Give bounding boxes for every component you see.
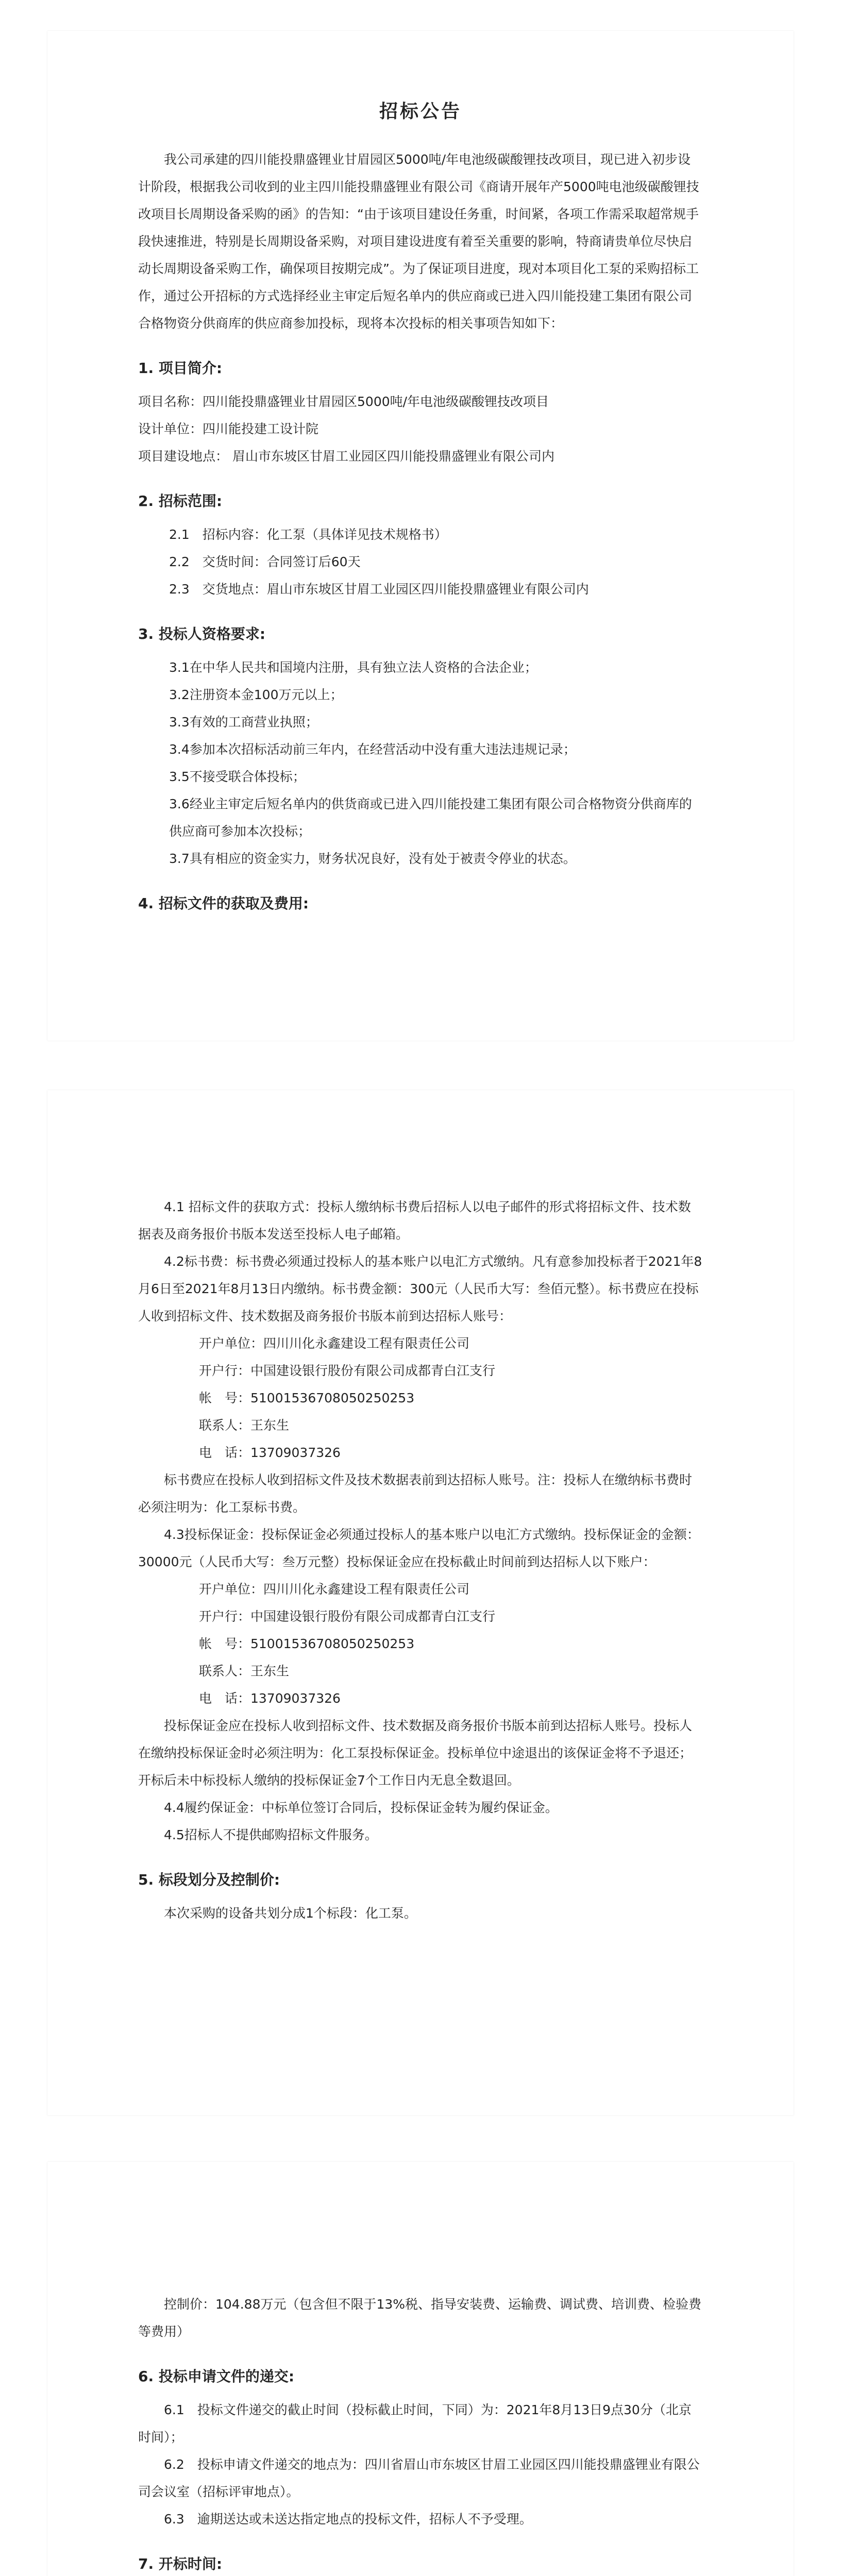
section-6-heading: 6. 投标申请文件的递交: xyxy=(138,2368,295,2385)
section-3-heading: 3. 投标人资格要求: xyxy=(138,625,266,642)
account-number-line: 帐 号：51001536708050250253 xyxy=(199,1636,415,1651)
bank-name-line: 开户行：中国建设银行股份有限公司成都青白江支行 xyxy=(199,1363,496,1378)
contact-phone-line: 电 话：13709037326 xyxy=(199,1691,341,1706)
section-1-heading: 1. 项目简介: xyxy=(138,360,223,377)
section-6-line: 6.3 逾期送达或未送达指定地点的投标文件，招标人不予受理。 xyxy=(164,2512,532,2527)
section-3-line: 3.7具有相应的资金实力，财务状况良好，没有处于被责令停业的状态。 xyxy=(169,851,576,866)
clause-4-3: 4.3投标保证金：投标保证金必须通过投标人的基本账户以电汇方式缴纳。投标保证金的金额：30000元（人民币大写：叁万元整）投标保证金应在投标截止时间前到达招标人以下账户： xyxy=(138,1527,700,1569)
section-4-heading: 4. 招标文件的获取及费用: xyxy=(138,895,309,912)
section-2-line: 2.2 交货时间：合同签订后60天 xyxy=(169,554,361,569)
page-title: 招标公告 xyxy=(379,101,462,122)
section-3-line: 3.2注册资本金100万元以上； xyxy=(169,687,343,702)
section-3-line: 3.1在中华人民共和国境内注册，具有独立法人资格的合法企业； xyxy=(169,660,537,675)
clause-4-1: 4.1 招标文件的获取方式：投标人缴纳标书费后招标人以电子邮件的形式将招标文件、技术数据表及商务报价书版本发送至投标人电子邮箱。 xyxy=(138,1199,691,1242)
control-price: 控制价：104.88万元（包含但不限于13%税、指导安装费、运输费、调试费、培训费、检验费等费用） xyxy=(138,2297,702,2339)
section-3-line: 3.3有效的工商营业执照； xyxy=(169,715,318,730)
section-3-line: 3.4参加本次招标活动前三年内，在经营活动中没有重大违法违规记录； xyxy=(169,742,576,757)
clause-4-2: 4.2标书费：标书费必须通过投标人的基本账户以电汇方式缴纳。凡有意参加投标者于2021年8月6日至2021年8月13日内缴纳。标书费金额：300元（人民币大写：叁佰元整）。标书费应在投标人收到招标文件、技术数据及商务报价书版本前到达招标人账号： xyxy=(138,1254,702,1324)
section-7-heading: 7. 开标时间: xyxy=(138,2555,223,2572)
clause-4-5: 4.5招标人不提供邮购招标文件服务。 xyxy=(164,1827,378,1842)
bank-name-line: 开户行：中国建设银行股份有限公司成都青白江支行 xyxy=(199,1609,496,1624)
section-5-heading: 5. 标段划分及控制价: xyxy=(138,1871,280,1888)
section-3-line: 3.5不接受联合体投标； xyxy=(169,769,306,784)
document-page-1 xyxy=(47,31,794,1041)
account-number-line: 帐 号：51001536708050250253 xyxy=(199,1391,415,1405)
section-2-heading: 2. 招标范围: xyxy=(138,493,223,510)
deposit-note: 投标保证金应在投标人收到招标文件、技术数据及商务报价书版本前到达招标人账号。投标人在缴纳投标保证金时必须注明为：化工泵投标保证金。投标单位中途退出的该保证金将不予退还；开标后未中标投标人缴纳的投标保证金7个工作日内无息全数退回。 xyxy=(138,1718,693,1788)
page-2-content xyxy=(138,1193,703,1927)
section-3-line: 3.6经业主审定后短名单内的供货商或已进入四川能投建工集团有限公司合格物资分供商库的供应商可参加本次投标； xyxy=(169,796,692,839)
section-1-line: 项目名称：四川能投鼎盛锂业甘眉园区5000吨/年电池级碳酸锂技改项目 xyxy=(138,394,549,409)
bank-account-line: 开户单位：四川川化永鑫建设工程有限责任公司 xyxy=(199,1582,470,1597)
section-2-line: 2.1 招标内容：化工泵（具体详见技术规格书） xyxy=(169,527,447,542)
contact-person-line: 联系人：王东生 xyxy=(199,1418,290,1433)
section-6-line: 6.2 投标申请文件递交的地点为：四川省眉山市东坡区甘眉工业园区四川能投鼎盛锂业有限公司会议室（招标评审地点）。 xyxy=(138,2457,700,2499)
fee-note: 标书费应在投标人收到招标文件及技术数据表前到达招标人账号。注：投标人在缴纳标书费时必须注明为：化工泵标书费。 xyxy=(138,1472,693,1515)
clause-4-4: 4.4履约保证金：中标单位签订合同后，投标保证金转为履约保证金。 xyxy=(164,1800,558,1815)
document-page-3 xyxy=(47,2162,794,2576)
section-5-text: 本次采购的设备共划分成1个标段：化工泵。 xyxy=(164,1906,417,1921)
intro-paragraph: 我公司承建的四川能投鼎盛锂业甘眉园区5000吨/年电池级碳酸锂技改项目，现已进入初步设计阶段，根据我公司收到的业主四川能投鼎盛锂业有限公司《商请开展年产5000吨电池级碳酸锂技改项目长周期设备采购的函》的告知：“由于该项目建设任务重，时间紧，各项工作需采取超常规手段快速推进，特别是长周期设备采购，对项目建设进度有着至关重要的影响，特商请贵单位尽快启动长周期设备采购工作，确保项目按期完成”。为了保证项目进度，现对本项目化工泵的采购招标工作，通过公开招标的方式选择经业主审定后短名单内的供应商或已进入四川能投建工集团有限公司合格物资分供商库的供应商参加投标，现将本次投标的相关事项告知如下： xyxy=(138,152,699,331)
contact-phone-line: 电 话：13709037326 xyxy=(199,1445,341,1460)
page-3-content xyxy=(138,2291,703,2576)
section-6-line: 6.1 投标文件递交的截止时间（投标截止时间，下同）为：2021年8月13日9点30分（北京时间）； xyxy=(138,2402,692,2445)
bank-account-line: 开户单位：四川川化永鑫建设工程有限责任公司 xyxy=(199,1336,470,1351)
contact-person-line: 联系人：王东生 xyxy=(199,1664,290,1679)
section-1-line: 设计单位：四川能投建工设计院 xyxy=(138,421,319,436)
page-1-content xyxy=(138,98,703,923)
section-1-line: 项目建设地点： 眉山市东坡区甘眉工业园区四川能投鼎盛锂业有限公司内 xyxy=(138,449,554,464)
document-page-2 xyxy=(47,1090,794,2115)
section-2-line: 2.3 交货地点：眉山市东坡区甘眉工业园区四川能投鼎盛锂业有限公司内 xyxy=(169,582,589,597)
